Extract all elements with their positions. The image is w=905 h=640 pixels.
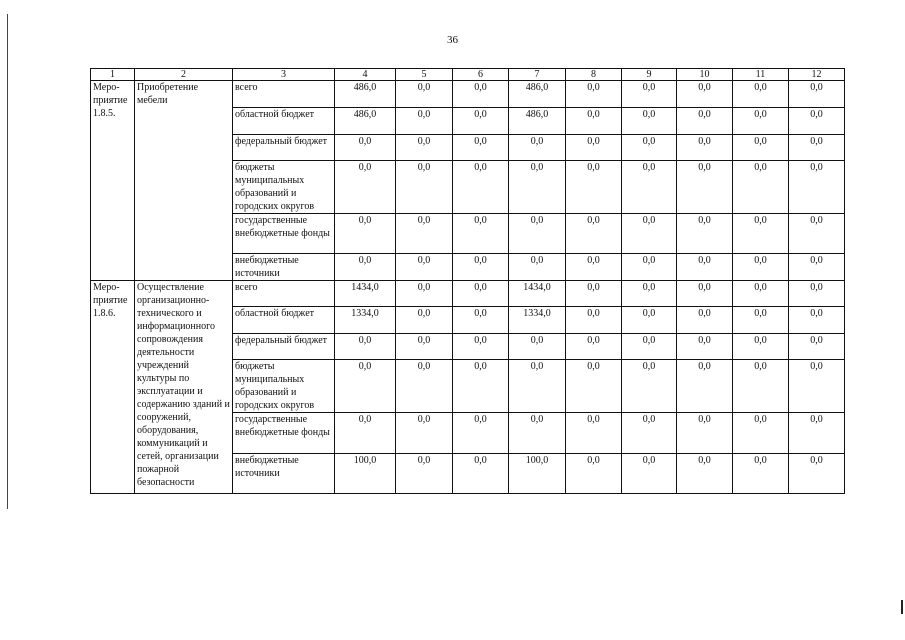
value-cell: 0,0: [622, 108, 677, 135]
value-cell: 0,0: [622, 360, 677, 413]
scan-edge-line: [7, 14, 8, 509]
value-cell: 486,0: [335, 81, 396, 108]
value-cell: 0,0: [396, 81, 453, 108]
funding-source-cell: внебюджетные источники: [233, 454, 335, 494]
value-cell: 0,0: [566, 413, 622, 454]
value-cell: 0,0: [677, 307, 733, 334]
value-cell: 0,0: [509, 413, 566, 454]
value-cell: 0,0: [789, 81, 845, 108]
value-cell: 0,0: [677, 108, 733, 135]
value-cell: 1334,0: [509, 307, 566, 334]
value-cell: 100,0: [509, 454, 566, 494]
value-cell: 0,0: [733, 360, 789, 413]
value-cell: 0,0: [789, 307, 845, 334]
value-cell: 0,0: [677, 334, 733, 360]
value-cell: 1334,0: [335, 307, 396, 334]
value-cell: 0,0: [733, 254, 789, 281]
funding-source-cell: бюджеты муниципальных образований и городских округов: [233, 161, 335, 214]
value-cell: 0,0: [789, 214, 845, 254]
column-header: 3: [233, 69, 335, 81]
funding-source-cell: бюджеты муниципальных образований и городских округов: [233, 360, 335, 413]
value-cell: 0,0: [396, 214, 453, 254]
value-cell: 0,0: [677, 214, 733, 254]
value-cell: 0,0: [453, 334, 509, 360]
value-cell: 0,0: [396, 360, 453, 413]
value-cell: 0,0: [566, 161, 622, 214]
value-cell: 0,0: [677, 81, 733, 108]
column-header: 6: [453, 69, 509, 81]
funding-source-cell: государственные внебюджетные фонды: [233, 214, 335, 254]
column-header: 4: [335, 69, 396, 81]
value-cell: 0,0: [396, 254, 453, 281]
column-header: 8: [566, 69, 622, 81]
funding-source-cell: областной бюджет: [233, 307, 335, 334]
column-header: 10: [677, 69, 733, 81]
value-cell: 0,0: [453, 135, 509, 161]
value-cell: 0,0: [509, 161, 566, 214]
value-cell: 0,0: [335, 135, 396, 161]
value-cell: 0,0: [509, 254, 566, 281]
funding-source-cell: внебюджетные источники: [233, 254, 335, 281]
value-cell: 100,0: [335, 454, 396, 494]
value-cell: 0,0: [789, 281, 845, 307]
value-cell: 0,0: [677, 161, 733, 214]
value-cell: 0,0: [396, 307, 453, 334]
scan-corner-mark: [901, 600, 903, 614]
value-cell: 0,0: [453, 254, 509, 281]
value-cell: 0,0: [677, 135, 733, 161]
value-cell: 0,0: [566, 307, 622, 334]
column-header: 12: [789, 69, 845, 81]
value-cell: 0,0: [509, 334, 566, 360]
value-cell: 0,0: [453, 281, 509, 307]
value-cell: 0,0: [622, 81, 677, 108]
value-cell: 0,0: [733, 334, 789, 360]
table-row: [91, 281, 845, 307]
value-cell: 0,0: [453, 413, 509, 454]
event-number-cell: Меро- приятие 1.8.5.: [91, 81, 135, 281]
value-cell: 0,0: [396, 135, 453, 161]
value-cell: 0,0: [509, 360, 566, 413]
value-cell: 0,0: [622, 307, 677, 334]
value-cell: 0,0: [396, 334, 453, 360]
value-cell: 0,0: [733, 413, 789, 454]
value-cell: 0,0: [789, 413, 845, 454]
value-cell: 0,0: [566, 81, 622, 108]
value-cell: 0,0: [789, 108, 845, 135]
value-cell: 0,0: [453, 81, 509, 108]
event-number-cell: Меро- приятие 1.8.6.: [91, 281, 135, 494]
value-cell: 0,0: [733, 454, 789, 494]
column-header: 9: [622, 69, 677, 81]
event-name-cell: Осуществление организационно-технического и информационного сопровождения деятельности учреждений культуры по эксплуатации и содержанию зданий и сооружений, оборудования, коммуникаций и сетей, организации пожарной безопасности: [135, 281, 233, 494]
value-cell: 0,0: [453, 454, 509, 494]
value-cell: 0,0: [622, 254, 677, 281]
value-cell: 0,0: [677, 360, 733, 413]
value-cell: 0,0: [453, 307, 509, 334]
value-cell: 0,0: [622, 454, 677, 494]
value-cell: 0,0: [509, 214, 566, 254]
funding-source-cell: всего: [233, 81, 335, 108]
value-cell: 0,0: [789, 334, 845, 360]
value-cell: 0,0: [566, 281, 622, 307]
value-cell: 0,0: [622, 214, 677, 254]
value-cell: 0,0: [789, 360, 845, 413]
column-header: 5: [396, 69, 453, 81]
value-cell: 1434,0: [335, 281, 396, 307]
value-cell: 0,0: [733, 161, 789, 214]
value-cell: 0,0: [335, 413, 396, 454]
value-cell: 0,0: [733, 307, 789, 334]
value-cell: 0,0: [789, 454, 845, 494]
page-number: 36: [447, 34, 458, 46]
value-cell: 0,0: [453, 161, 509, 214]
value-cell: 0,0: [453, 360, 509, 413]
value-cell: 0,0: [622, 135, 677, 161]
value-cell: 0,0: [789, 161, 845, 214]
value-cell: 0,0: [566, 135, 622, 161]
value-cell: 0,0: [453, 214, 509, 254]
value-cell: 0,0: [566, 214, 622, 254]
value-cell: 0,0: [677, 454, 733, 494]
value-cell: 0,0: [622, 334, 677, 360]
value-cell: 486,0: [335, 108, 396, 135]
column-header: 11: [733, 69, 789, 81]
column-header: 2: [135, 69, 233, 81]
value-cell: 0,0: [396, 161, 453, 214]
value-cell: 486,0: [509, 81, 566, 108]
value-cell: 0,0: [566, 360, 622, 413]
event-name-cell: Приобретение мебели: [135, 81, 233, 281]
funding-source-cell: всего: [233, 281, 335, 307]
value-cell: 0,0: [566, 334, 622, 360]
value-cell: 486,0: [509, 108, 566, 135]
value-cell: 0,0: [396, 281, 453, 307]
value-cell: 0,0: [789, 254, 845, 281]
value-cell: 0,0: [733, 135, 789, 161]
value-cell: 0,0: [566, 454, 622, 494]
value-cell: 0,0: [335, 360, 396, 413]
value-cell: 0,0: [566, 254, 622, 281]
value-cell: 0,0: [677, 254, 733, 281]
value-cell: 0,0: [566, 108, 622, 135]
column-number-row: [91, 69, 845, 81]
value-cell: 0,0: [622, 413, 677, 454]
funding-source-cell: федеральный бюджет: [233, 135, 335, 161]
value-cell: 0,0: [335, 161, 396, 214]
value-cell: 0,0: [677, 281, 733, 307]
budget-table: [90, 68, 845, 494]
value-cell: 0,0: [509, 135, 566, 161]
column-header: 7: [509, 69, 566, 81]
value-cell: 0,0: [396, 454, 453, 494]
value-cell: 0,0: [733, 81, 789, 108]
value-cell: 0,0: [453, 108, 509, 135]
value-cell: 0,0: [733, 281, 789, 307]
value-cell: 0,0: [335, 214, 396, 254]
table-row: [91, 81, 845, 108]
value-cell: 0,0: [396, 108, 453, 135]
value-cell: 0,0: [733, 108, 789, 135]
value-cell: 0,0: [335, 254, 396, 281]
value-cell: 1434,0: [509, 281, 566, 307]
value-cell: 0,0: [789, 135, 845, 161]
column-header: 1: [91, 69, 135, 81]
value-cell: 0,0: [733, 214, 789, 254]
value-cell: 0,0: [622, 281, 677, 307]
value-cell: 0,0: [396, 413, 453, 454]
funding-source-cell: областной бюджет: [233, 108, 335, 135]
funding-source-cell: государственные внебюджетные фонды: [233, 413, 335, 454]
value-cell: 0,0: [677, 413, 733, 454]
value-cell: 0,0: [335, 334, 396, 360]
value-cell: 0,0: [622, 161, 677, 214]
funding-source-cell: федеральный бюджет: [233, 334, 335, 360]
